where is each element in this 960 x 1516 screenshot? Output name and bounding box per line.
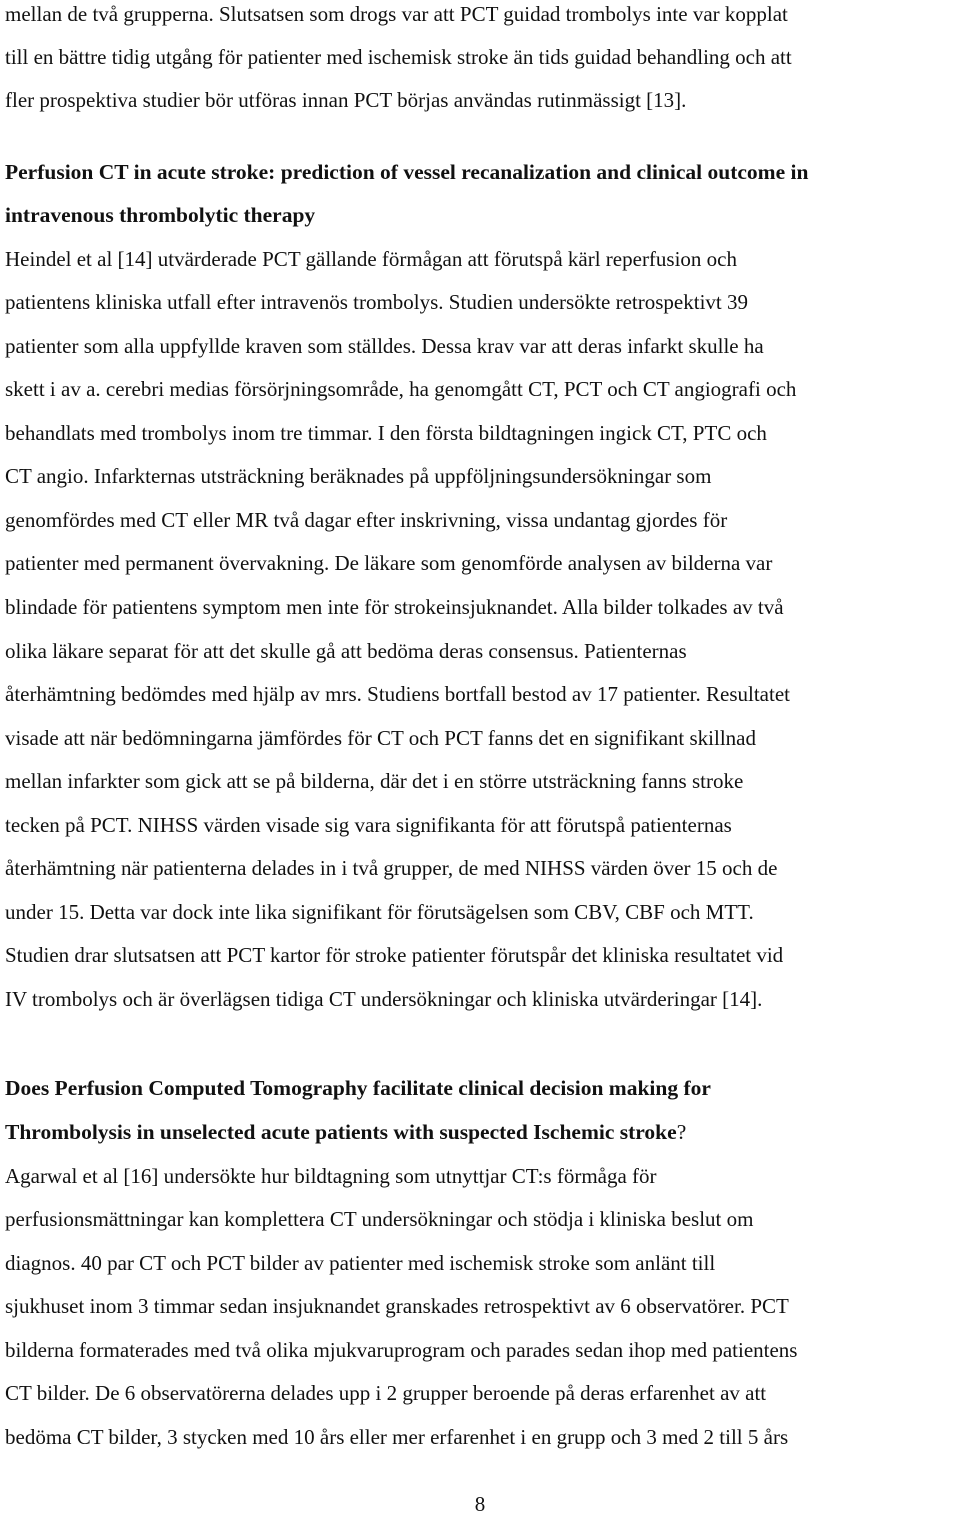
text-line: IV trombolys och är överlägsen tidiga CT undersökningar och kliniska utvärderingar [14].	[5, 987, 763, 1011]
text-line: blindade för patientens symptom men inte för strokeinsjuknandet. Alla bilder tolkades av två	[5, 595, 784, 619]
text-line: mellan de två grupperna. Slutsatsen som drogs var att PCT guidad trombolys inte var kopplat	[5, 2, 788, 26]
section-heading: intravenous thrombolytic therapy	[5, 203, 316, 227]
text-line: perfusionsmättningar kan komplettera CT undersökningar och stödja i kliniska beslut om	[5, 1207, 754, 1231]
text-line: återhämtning när patienterna delades in i två grupper, de med NIHSS värden över 15 och de	[5, 856, 778, 880]
text-line: bedöma CT bilder, 3 stycken med 10 års eller mer erfarenhet i en grupp och 3 med 2 till 5 års	[5, 1425, 789, 1449]
text-line: sjukhuset inom 3 timmar sedan insjuknandet granskades retrospektivt av 6 observatörer. PCT	[5, 1294, 789, 1318]
text-line: olika läkare separat för att det skulle gå att bedöma deras consensus. Patienternas	[5, 639, 687, 663]
text-line: återhämtning bedömdes med hjälp av mrs. Studiens bortfall bestod av 17 patienter. Resultatet	[5, 682, 790, 706]
question-mark: ?	[676, 1120, 687, 1144]
text-line: Agarwal et al [16] undersökte hur bildtagning som utnyttjar CT:s förmåga för	[5, 1164, 657, 1188]
section-heading: Does Perfusion Computed Tomography facilitate clinical decision making for	[5, 1076, 711, 1100]
text-line: tecken på PCT. NIHSS värden visade sig vara signifikanta för att förutspå patienternas	[5, 813, 732, 837]
section-heading-text: Thrombolysis in unselected acute patients with suspected Ischemic stroke	[5, 1120, 677, 1144]
text-line: behandlats med trombolys inom tre timmar. I den första bildtagningen ingick CT, PTC och	[5, 421, 767, 445]
text-line: till en bättre tidig utgång för patienter med ischemisk stroke än tids guidad behandling och att	[5, 45, 792, 69]
text-line: CT angio. Infarkternas utsträckning beräknades på uppföljningsundersökningar som	[5, 464, 712, 488]
text-line: visade att när bedömningarna jämfördes för CT och PCT fanns det en signifikant skillnad	[5, 726, 756, 750]
text-line: genomfördes med CT eller MR två dagar efter inskrivning, vissa undantag gjordes för	[5, 508, 728, 532]
text-line: diagnos. 40 par CT och PCT bilder av patienter med ischemisk stroke som anlänt till	[5, 1251, 716, 1275]
section-heading: Perfusion CT in acute stroke: prediction of vessel recanalization and clinical outcome in	[5, 160, 809, 184]
text-line: Heindel et al [14] utvärderade PCT gällande förmågan att förutspå kärl reperfusion och	[5, 247, 738, 271]
section-heading	[5, 1122, 686, 1144]
text-line: fler prospektiva studier bör utföras innan PCT börjas användas rutinmässigt [13].	[5, 88, 687, 112]
text-line: bilderna formaterades med två olika mjukvaruprogram och parades sedan ihop med patientens	[5, 1338, 798, 1362]
text-line: under 15. Detta var dock inte lika signifikant för förutsägelsen som CBV, CBF och MTT.	[5, 900, 754, 924]
text-line: skett i av a. cerebri medias försörjningsområde, ha genomgått CT, PCT och CT angiografi och	[5, 377, 797, 401]
text-line: patientens kliniska utfall efter intravenös trombolys. Studien undersökte retrospektivt 39	[5, 290, 749, 314]
text-line: Studien drar slutsatsen att PCT kartor för stroke patienter förutspår det kliniska resultatet vid	[5, 943, 784, 967]
page-number: 8	[474, 1492, 486, 1516]
text-line: mellan infarkter som gick att se på bilderna, där det i en större utsträckning fanns stroke	[5, 769, 744, 793]
text-line: CT bilder. De 6 observatörerna delades upp i 2 grupper beroende på deras erfarenhet av att	[5, 1381, 767, 1405]
text-line: patienter som alla uppfyllde kraven som ställdes. Dessa krav var att deras infarkt skulle ha	[5, 334, 764, 358]
text-line: patienter med permanent övervakning. De läkare som genomförde analysen av bilderna var	[5, 551, 773, 575]
